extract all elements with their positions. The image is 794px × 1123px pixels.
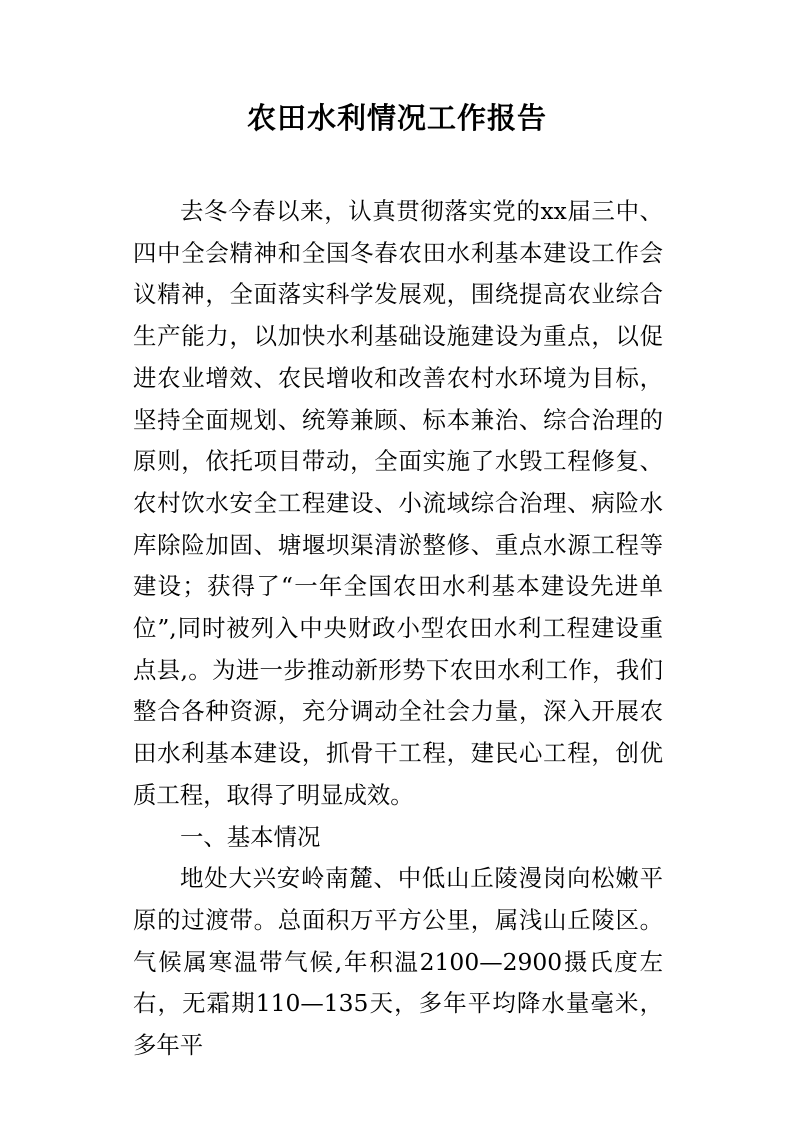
document-body bbox=[133, 191, 663, 1067]
paragraph-intro: 去冬今春以来，认真贯彻落实党的xx届三中、四中全会精神和全国冬春农田水利基本建设工作会议精神，全面落实科学发展观，围绕提高农业综合生产能力，以加快水利基础设施建设为重点，以促进农业增效、农民增收和改善农村水环境为目标，坚持全面规划、统筹兼顾、标本兼治、综合治理的原则，依托项目带动，全面实施了水毁工程修复、农村饮水安全工程建设、小流域综合治理、病险水库除险加固、塘堰坝渠清淤整修、重点水源工程等建设；获得了“一年全国农田水利基本建设先进单位”,同时被列入中央财政小型农田水利工程建设重点县,。为进一步推动新形势下农田水利工作，我们整合各种资源，充分调动全社会力量，深入开展农田水利基本建设，抓骨干工程，建民心工程，创优质工程，取得了明显成效。 bbox=[133, 197, 663, 809]
document-title: 农田水利情况工作报告 bbox=[246, 101, 547, 135]
section-heading-basic-situation: 一、基本情况 bbox=[180, 822, 321, 851]
paragraph-basic-situation: 地处大兴安岭南麓、中低山丘陵漫岗向松嫩平原的过渡带。总面积万平方公里，属浅山丘陵区。气候属寒温带气候,年积温2100—2900摄氏度左右，无霜期110—135天，多年平均降水量毫米，多年平 bbox=[133, 864, 663, 1060]
